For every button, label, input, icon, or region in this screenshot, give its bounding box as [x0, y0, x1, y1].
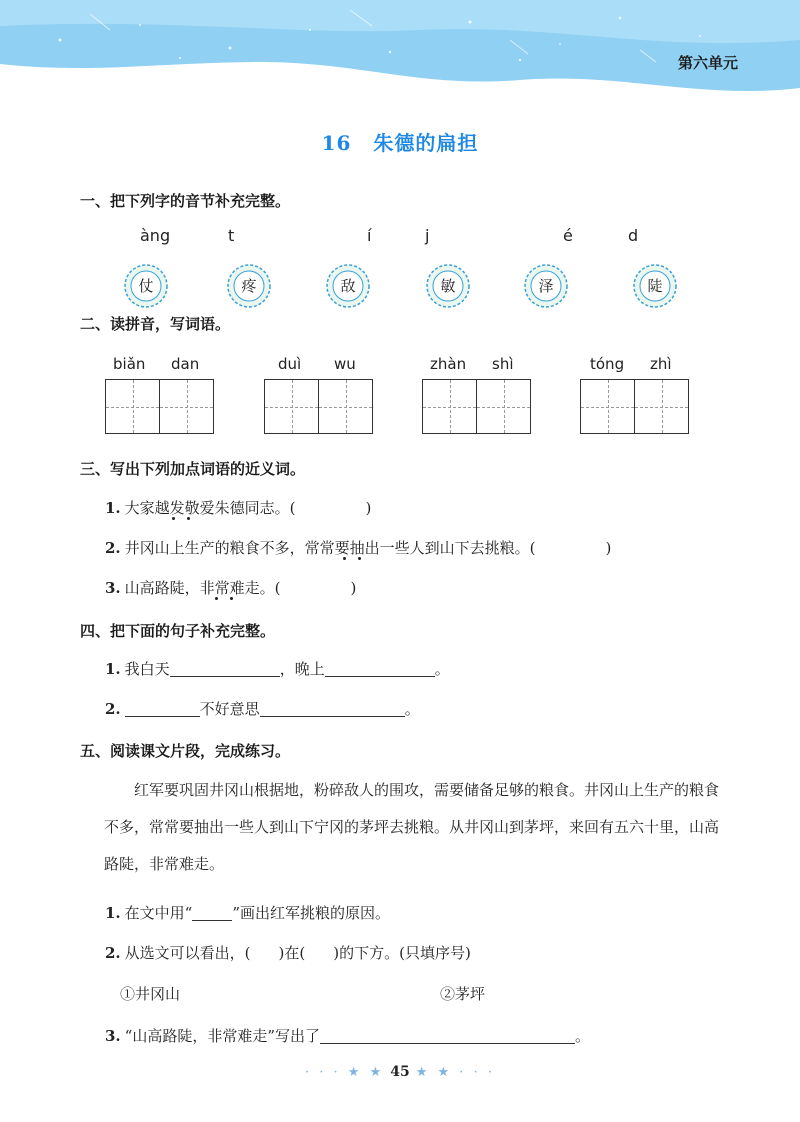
writing-box[interactable]	[318, 379, 373, 434]
page-number: 45	[390, 1064, 410, 1080]
question-text: 山高路陡，非常难走。(	[124, 579, 281, 597]
lesson-title	[0, 127, 800, 156]
footer-decoration-right: ★ ★ · · ·	[415, 1065, 495, 1080]
section2-heading: 二、读拼音，写词语。	[80, 315, 231, 333]
sentence-end: 。	[404, 700, 420, 718]
sentence-part: 不好意思	[199, 700, 260, 718]
reading-question	[105, 1025, 590, 1046]
writing-box[interactable]	[159, 379, 214, 434]
character-badge	[523, 263, 569, 309]
writing-box[interactable]	[634, 379, 689, 434]
section5-heading: 五、阅读课文片段，完成练习。	[80, 742, 291, 760]
question-text: )的下方。(只填序号)	[333, 944, 471, 962]
lesson-number: 16	[321, 131, 352, 155]
reading-question	[105, 902, 390, 923]
question-number: 3.	[105, 1027, 121, 1045]
footer-decoration-left: · · · ★ ★	[305, 1065, 385, 1080]
fill-blank[interactable]	[320, 1028, 575, 1044]
synonym-question	[105, 497, 371, 518]
emphasis-dot	[343, 557, 346, 560]
underline-sample	[192, 909, 232, 921]
emphasis-dot	[187, 517, 190, 520]
question-number: 3.	[105, 579, 121, 597]
reading-passage: 红军要巩固井冈山根据地，粉碎敌人的围攻，需要储备足够的粮食。井冈山上生产的粮食不多，常常要抽出一些人到山下宁冈的茅坪去挑粮。从井冈山到茅坪，来回有五六十里，山高路陡，非常难走。	[104, 781, 720, 873]
pinyin-syllable: shì	[492, 355, 514, 373]
character-badge	[226, 263, 272, 309]
synonym-question	[105, 537, 611, 558]
pinyin-hint: í	[367, 226, 372, 245]
character: 陡	[647, 277, 663, 295]
writing-box[interactable]	[580, 379, 635, 434]
section4-heading: 四、把下面的句子补充完整。	[80, 622, 276, 640]
fill-blank[interactable]	[260, 701, 405, 717]
pinyin-hint: j	[425, 226, 430, 245]
character-badge	[123, 263, 169, 309]
question-number: 1.	[105, 660, 121, 678]
emphasis-dot	[172, 517, 175, 520]
emphasis-dot	[358, 557, 361, 560]
writing-box[interactable]	[105, 379, 160, 434]
lesson-title-text: 朱德的扁担	[373, 131, 479, 155]
character: 疼	[241, 277, 257, 295]
synonym-question	[105, 577, 356, 598]
question-text: 大家越发敬爱朱德同志。(	[124, 499, 296, 517]
character: 泽	[538, 277, 554, 295]
character: 仗	[138, 277, 154, 295]
completion-question	[105, 658, 450, 679]
pinyin-syllable: dan	[171, 355, 200, 373]
fill-blank[interactable]	[325, 661, 435, 677]
question-number: 2.	[105, 700, 121, 718]
section3-heading: 三、写出下列加点词语的近义词。	[80, 460, 306, 478]
reading-question	[105, 942, 471, 963]
pinyin-syllable: tóng	[590, 355, 625, 373]
pinyin-syllable: duì	[278, 355, 302, 373]
character: 敏	[440, 277, 456, 295]
pinyin-hint: é	[563, 226, 573, 245]
question-text: )在(	[278, 944, 306, 962]
question-text: “山高路陡，非常难走”写出了	[124, 1027, 321, 1045]
writing-box[interactable]	[476, 379, 531, 434]
emphasis-dot	[230, 597, 233, 600]
sentence-part: 我白天	[124, 660, 170, 678]
page-footer	[0, 1064, 800, 1080]
writing-box[interactable]	[264, 379, 319, 434]
completion-question	[105, 698, 420, 719]
fill-blank[interactable]	[125, 701, 200, 717]
pinyin-hint: àng	[140, 226, 171, 245]
sentence-end: 。	[434, 660, 450, 678]
character-badge	[325, 263, 371, 309]
character-badge	[425, 263, 471, 309]
pinyin-hint: t	[228, 226, 235, 245]
question-text: ”画出红军挑粮的原因。	[232, 904, 391, 922]
sentence-part: ，晚上	[279, 660, 325, 678]
option: ②茅坪	[440, 985, 486, 1003]
question-close: )	[365, 499, 372, 517]
question-text: 在文中用“	[124, 904, 193, 922]
pinyin-syllable: wu	[334, 355, 356, 373]
section1-heading: 一、把下列字的音节补充完整。	[80, 192, 291, 210]
character: 敌	[340, 277, 356, 295]
fill-blank[interactable]	[170, 661, 280, 677]
section1-pinyin-row	[0, 226, 800, 248]
pinyin-hint: d	[628, 226, 639, 245]
question-text: 从选文可以看出，(	[124, 944, 251, 962]
question-end: 。	[575, 1027, 591, 1045]
question-number: 2.	[105, 539, 121, 557]
option: ①井冈山	[120, 985, 181, 1003]
question-text: 井冈山上生产的粮食不多，常常要抽出一些人到山下去挑粮。(	[124, 539, 536, 557]
question-number: 1.	[105, 904, 121, 922]
question-number: 2.	[105, 944, 121, 962]
question-number: 1.	[105, 499, 121, 517]
question-close: )	[605, 539, 612, 557]
unit-label: 第六单元	[677, 54, 738, 72]
writing-box[interactable]	[422, 379, 477, 434]
character-badge	[632, 263, 678, 309]
pinyin-syllable: biǎn	[113, 355, 146, 373]
emphasis-dot	[215, 597, 218, 600]
question-close: )	[350, 579, 357, 597]
pinyin-syllable: zhì	[650, 355, 672, 373]
pinyin-syllable: zhàn	[430, 355, 467, 373]
